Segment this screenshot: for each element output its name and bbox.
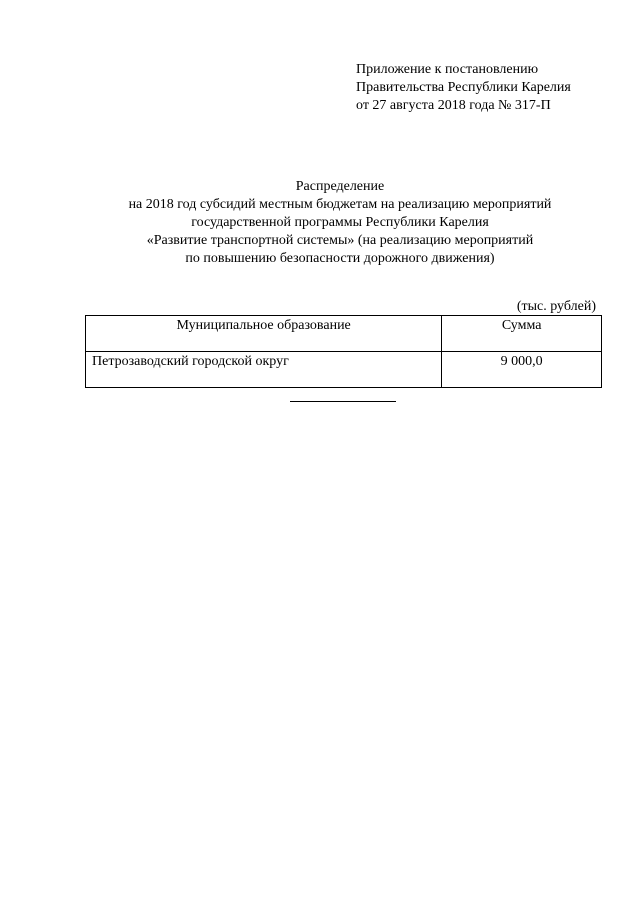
appendix-line-2: Правительства Республики Карелия — [356, 80, 571, 95]
closing-divider — [290, 401, 396, 402]
table-row — [86, 352, 602, 388]
title-line-1: Распределение — [295, 179, 385, 194]
title-line-4: «Развитие транспортной системы» (на реализацию мероприятий — [146, 233, 534, 248]
units-label: (тыс. рублей) — [516, 299, 596, 314]
appendix-header — [356, 61, 571, 115]
municipality-cell: Петрозаводский городской округ — [86, 352, 442, 388]
distribution-table — [85, 315, 602, 388]
column-header-amount: Сумма — [442, 316, 602, 352]
column-header-municipality: Муниципальное образование — [86, 316, 442, 352]
table-header-row — [86, 316, 602, 352]
document-title — [90, 178, 590, 268]
title-line-3: государственной программы Республики Карелия — [191, 215, 489, 230]
appendix-line-1: Приложение к постановлению — [356, 62, 539, 77]
amount-cell: 9 000,0 — [442, 352, 602, 388]
appendix-line-3: от 27 августа 2018 года № 317-П — [356, 98, 551, 113]
title-line-2: на 2018 год субсидий местным бюджетам на реализацию мероприятий — [128, 197, 552, 212]
title-line-5: по повышению безопасности дорожного движения) — [185, 251, 495, 266]
